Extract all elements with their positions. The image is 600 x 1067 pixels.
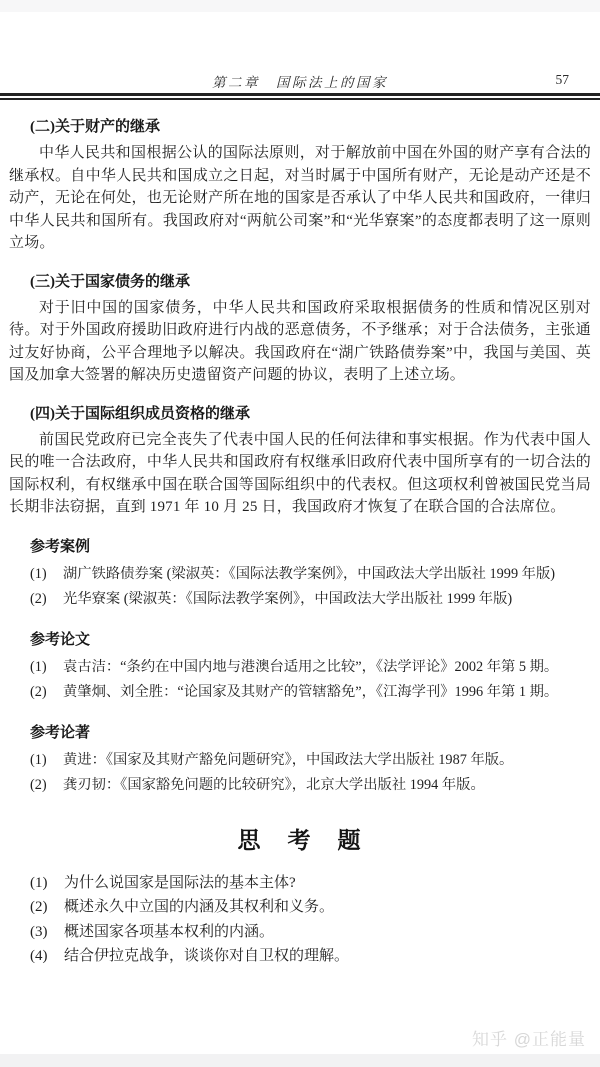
list-item-text: 黄肇炯、刘全胜：“论国家及其财产的管辖豁免”，《江海学刊》1996 年第 1 期。 [63, 683, 559, 700]
question-text: 结合伊拉克战争，谈谈你对自卫权的理解。 [64, 948, 350, 964]
list-item [30, 655, 591, 680]
paragraph-property-succession: 中华人民共和国根据公认的国际法原则，对于解放前中国在外国的财产享有合法的继承权。自中华人民共和国成立之日起，对当时属于中国所有财产，无论是动产还是不动产，无论在何处，也无论财产所在地的国家是否承认了中华人民共和国政府，一律归中华人民共和国所有。我国政府对“两航公司案”和“光华寮案”的态度都表明了这一原则立场。 [9, 145, 591, 251]
question-text: 为什么说国家是国际法的基本主体? [64, 874, 296, 891]
section-heading-membership-succession: (四)关于国际组织成员资格的继承 [30, 405, 250, 422]
question-item [30, 920, 591, 945]
reference-cases-list [9, 562, 591, 612]
questions-heading: 思 考 题 [237, 827, 363, 853]
question-number: (4) [30, 948, 48, 964]
questions-list [9, 871, 591, 969]
reference-papers-list [9, 655, 591, 705]
list-item-text: 黄进：《国家及其财产豁免问题研究》，中国政法大学出版社 1987 年版。 [63, 751, 514, 768]
question-number: (3) [30, 923, 48, 940]
question-text: 概述永久中立国的内涵及其权利和义务。 [64, 899, 335, 915]
header-rule [0, 93, 600, 100]
list-item [30, 773, 591, 798]
section-heading-property-succession: (二)关于财产的继承 [30, 119, 160, 135]
list-item-text: 龚刃韧：《国家豁免问题的比较研究》，北京大学出版社 1994 年版。 [63, 776, 485, 793]
list-item-text: 袁古洁：“条约在中国内地与港澳台适用之比较”，《法学评论》2002 年第 5 期。 [63, 658, 559, 675]
chapter-title: 第二章 国际法上的国家 [212, 75, 388, 90]
list-item-number: (2) [30, 683, 47, 700]
paragraph-debt-succession: 对于旧中国的国家债务，中华人民共和国政府采取根据债务的性质和情况区别对待。对于外国政府援助旧政府进行内战的恶意债务，不予继承；对于合法债务，主张通过友好协商，公平合理地予以解决。我国政府在“湖广铁路债券案”中，我国与美国、英国及加拿大签署的解决历史遗留资产问题的协议，表明了上述立场。 [9, 299, 591, 383]
zhihu-watermark: 知乎 @正能量 [472, 1030, 586, 1049]
question-item [30, 895, 591, 920]
list-item-number: (2) [30, 776, 47, 793]
top-band [0, 0, 600, 12]
list-item-text: 湖广铁路债券案 (梁淑英：《国际法教学案例》，中国政法大学出版社 1999 年版) [63, 565, 556, 582]
list-item [30, 748, 591, 773]
list-item-text: 光华寮案 (梁淑英：《国际法教学案例》，中国政法大学出版社 1999 年版) [63, 590, 513, 607]
reference-papers-heading: 参考论文 [30, 631, 91, 648]
question-number: (1) [30, 874, 48, 891]
question-item [30, 944, 591, 969]
page-number: 57 [555, 72, 569, 87]
page-header [0, 71, 600, 89]
list-item [30, 587, 591, 612]
list-item-number: (2) [30, 590, 47, 607]
reference-books-list [9, 748, 591, 798]
list-item [30, 680, 591, 705]
question-item [30, 871, 591, 896]
question-number: (2) [30, 899, 48, 915]
list-item [30, 562, 591, 587]
bottom-band [0, 1054, 600, 1067]
question-text: 概述国家各项基本权利的内涵。 [64, 923, 275, 940]
list-item-number: (1) [30, 751, 47, 768]
reference-books-heading: 参考论著 [30, 724, 91, 741]
list-item-number: (1) [30, 565, 47, 582]
section-heading-debt-succession: (三)关于国家债务的继承 [30, 273, 190, 290]
page-content [0, 115, 600, 969]
list-item-number: (1) [30, 658, 47, 675]
paragraph-membership-succession: 前国民党政府已完全丧失了代表中国人民的任何法律和事实根据。作为代表中国人民的唯一合法政府，中华人民共和国政府有权继承旧政府代表中国所享有的一切合法的国际权利，有权继承中国在联合国等国际组织中的代表权。但这项权利曾被国民党当局长期非法窃据，直到 1971 年 10 月 25 日，我国政府才恢复了在联合国的合法席位。 [9, 431, 591, 515]
reference-cases-heading: 参考案例 [30, 538, 91, 555]
